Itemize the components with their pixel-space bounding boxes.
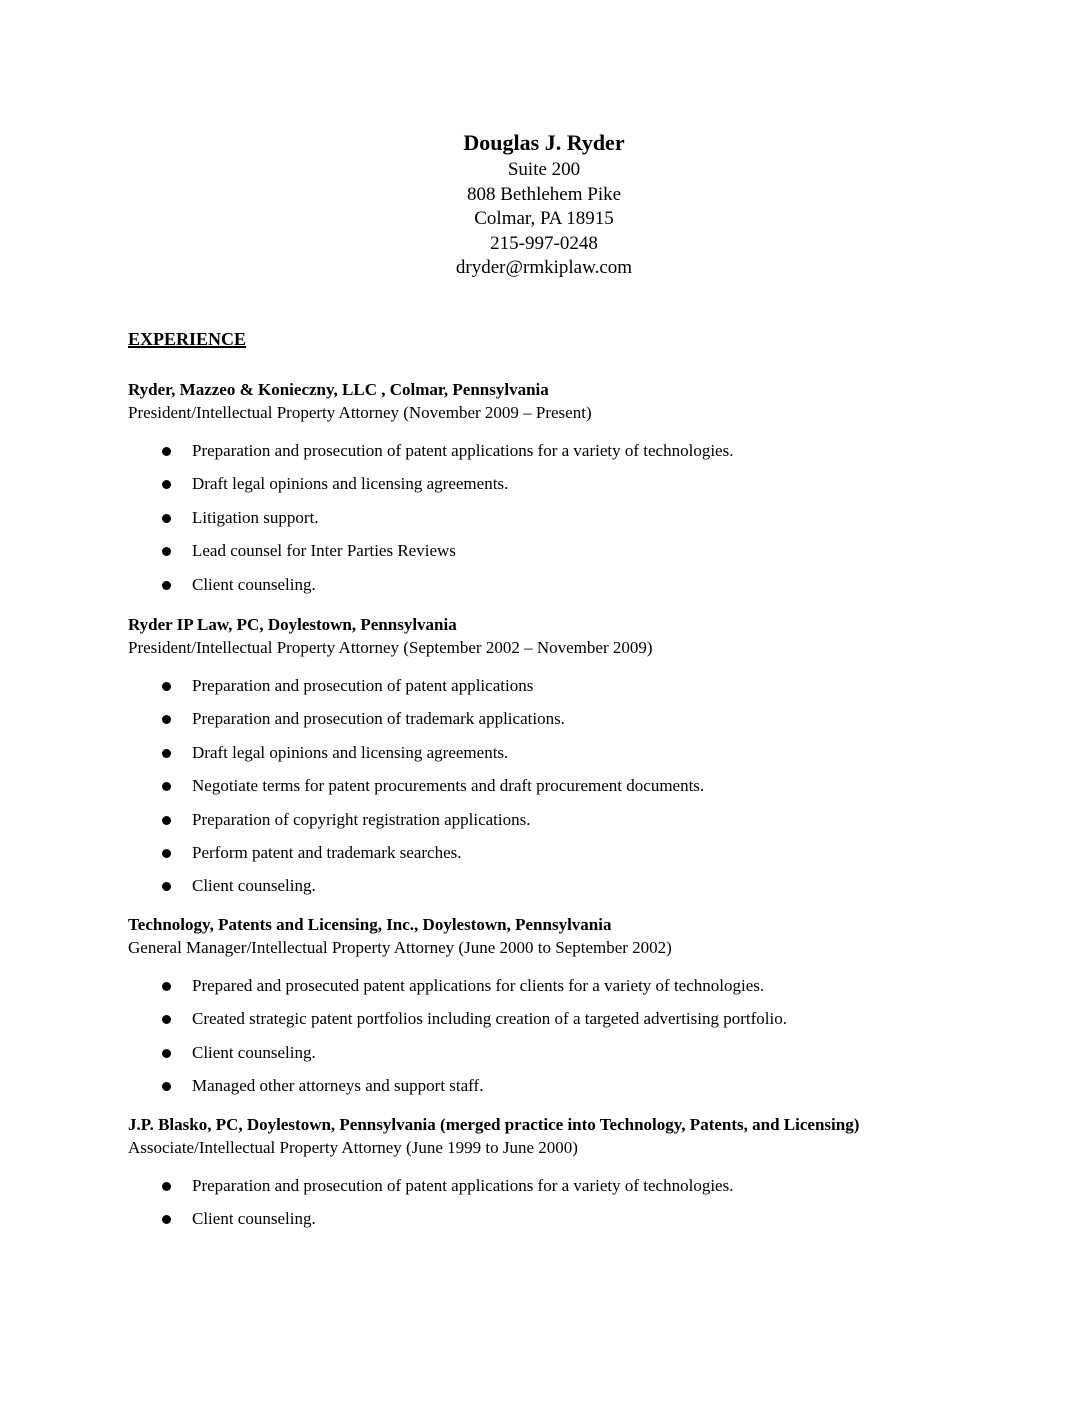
duty-text: Preparation and prosecution of trademark applications. — [192, 709, 565, 729]
duty-text: Client counseling. — [192, 1042, 316, 1062]
job-title: President/Intellectual Property Attorney (September 2002 – November 2009) — [128, 638, 653, 657]
job-employer: Ryder IP Law, PC, Doylestown, Pennsylvania — [128, 615, 457, 634]
bullet-icon — [162, 816, 171, 825]
section-title-experience: EXPERIENCE — [128, 329, 247, 349]
list-item — [128, 769, 948, 802]
duty-text: Draft legal opinions and licensing agreements. — [192, 742, 509, 762]
bullet-icon — [162, 782, 171, 791]
bullet-icon — [162, 1049, 171, 1058]
duty-text: Client counseling. — [192, 574, 316, 594]
list-item — [128, 1069, 948, 1102]
bullet-icon — [162, 1082, 171, 1091]
duty-text: Managed other attorneys and support staff. — [192, 1076, 484, 1096]
bullet-icon — [162, 882, 171, 891]
bullet-icon — [162, 581, 171, 590]
list-item — [128, 434, 948, 467]
list-item — [128, 501, 948, 534]
list-item — [128, 969, 948, 1002]
job-employer: Technology, Patents and Licensing, Inc., Doylestown, Pennsylvania — [128, 915, 612, 934]
job-title: Associate/Intellectual Property Attorney (June 1999 to June 2000) — [128, 1138, 578, 1157]
duty-text: Negotiate terms for patent procurements and draft procurement documents. — [192, 776, 705, 796]
duty-text: Perform patent and trademark searches. — [192, 842, 462, 862]
duty-text: Preparation and prosecution of patent applications for a variety of technologies. — [192, 1176, 734, 1195]
list-item — [128, 669, 948, 702]
duty-text: Created strategic patent portfolios including creation of a targeted advertising portfolio. — [192, 1009, 787, 1029]
list-item — [128, 736, 948, 769]
bullet-icon — [162, 1182, 171, 1191]
list-item — [128, 702, 948, 735]
job-duties-list — [128, 669, 948, 903]
job-entry — [128, 913, 948, 1103]
list-item — [128, 803, 948, 836]
list-item — [128, 1036, 948, 1069]
list-item — [128, 467, 948, 500]
duty-text: Draft legal opinions and licensing agreements. — [192, 474, 509, 494]
job-entry — [128, 613, 948, 903]
bullet-icon — [162, 682, 171, 691]
bullet-icon — [162, 982, 171, 991]
job-title: General Manager/Intellectual Property Attorney (June 2000 to September 2002) — [128, 938, 672, 957]
duty-text: Preparation of copyright registration applications. — [192, 809, 531, 829]
contact-header — [0, 128, 1088, 281]
email-address: dryder@rmkiplaw.com — [455, 257, 633, 279]
duty-text: Client counseling. — [192, 876, 316, 896]
duty-text: Litigation support. — [192, 507, 319, 527]
address-line-2: 808 Bethlehem Pike — [466, 183, 622, 205]
list-item — [128, 534, 948, 567]
duty-text: Client counseling. — [192, 1209, 316, 1229]
list-item — [128, 1002, 948, 1035]
list-item — [128, 869, 948, 902]
bullet-icon — [162, 514, 171, 523]
job-entry — [128, 1113, 908, 1236]
duty-text: Preparation and prosecution of patent applications — [192, 676, 534, 695]
job-employer: Ryder, Mazzeo & Konieczny, LLC , Colmar, Pennsylvania — [128, 380, 549, 399]
job-duties-list — [128, 969, 948, 1103]
list-item — [128, 1202, 908, 1235]
list-item — [128, 836, 948, 869]
person-name: Douglas J. Ryder — [463, 130, 625, 155]
bullet-icon — [162, 480, 171, 489]
job-duties-list — [128, 434, 948, 601]
job-duties-list — [128, 1169, 908, 1236]
bullet-icon — [162, 749, 171, 758]
list-item — [128, 1169, 908, 1202]
duty-text: Preparation and prosecution of patent applications for a variety of technologies. — [192, 441, 734, 460]
address-line-1: Suite 200 — [507, 159, 581, 180]
bullet-icon — [162, 849, 171, 858]
duty-text: Prepared and prosecuted patent applications for clients for a variety of technologies. — [192, 976, 765, 995]
city-state-zip: Colmar, PA 18915 — [474, 208, 614, 230]
job-employer: J.P. Blasko, PC, Doylestown, Pennsylvania (merged practice into Technology, Patents, and Licensing) — [128, 1115, 860, 1134]
bullet-icon — [162, 1215, 171, 1224]
bullet-icon — [162, 1015, 171, 1024]
job-entry — [128, 378, 948, 601]
bullet-icon — [162, 715, 171, 724]
phone-number: 215-997-0248 — [490, 232, 598, 254]
job-title: President/Intellectual Property Attorney (November 2009 – Present) — [128, 403, 592, 422]
bullet-icon — [162, 547, 171, 556]
duty-text: Lead counsel for Inter Parties Reviews — [192, 541, 456, 561]
bullet-icon — [162, 447, 171, 456]
list-item — [128, 568, 948, 601]
